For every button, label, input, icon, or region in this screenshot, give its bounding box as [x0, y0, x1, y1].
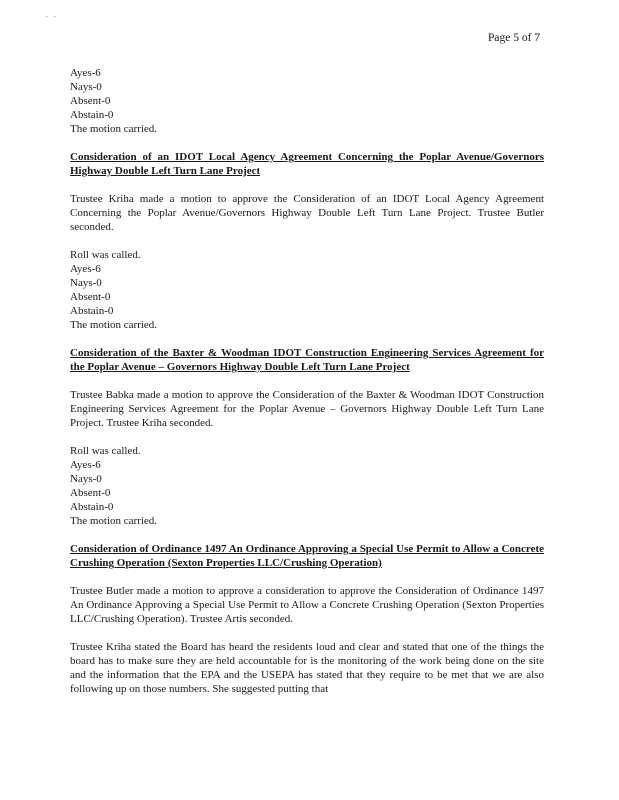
- roll-called: Roll was called.: [70, 445, 141, 457]
- scan-corner-mark: . .: [46, 10, 58, 19]
- roll-call: [70, 444, 544, 528]
- roll-call: [70, 248, 544, 332]
- roll-called: Roll was called.: [70, 249, 141, 261]
- vote-result: The motion carried.: [70, 319, 158, 331]
- motion-text: Trustee Butler made a motion to approve a consideration to approve the Consideration of Ordinance 1497 An Ordinance Approving a Special Use Permit to Allow a Concrete Crushing Operation (Sexton Properties LLC/Crushing Operation). Trustee Artis seconded.: [70, 585, 544, 625]
- motion-text: Trustee Babka made a motion to approve the Consideration of the Baxter & Woodman IDOT Construction Engineering Services Agreement for the Poplar Avenue – Governors Highway Double Left Turn Lane Project. Trustee Kriha seconded.: [70, 389, 544, 429]
- vote-absent: Absent-0: [70, 95, 111, 107]
- vote-ayes: Ayes-6: [70, 263, 101, 275]
- vote-absent: Absent-0: [70, 291, 111, 303]
- vote-absent: Absent-0: [70, 487, 111, 499]
- vote-nays: Nays-0: [70, 473, 102, 485]
- vote-nays: Nays-0: [70, 81, 102, 93]
- vote-abstain: Abstain-0: [70, 305, 114, 317]
- motion-text: Trustee Kriha made a motion to approve the Consideration of an IDOT Local Agency Agreement Concerning the Poplar Avenue/Governors Highway Double Left Turn Lane Project. Trustee Butler seconded.: [70, 193, 544, 233]
- minutes-body: [70, 66, 544, 696]
- vote-record-top: [70, 66, 544, 136]
- vote-abstain: Abstain-0: [70, 501, 114, 513]
- discussion-text: Trustee Kriha stated the Board has heard the residents loud and clear and stated that one of the things the board has to make sure they are held accountable for is the monitoring of the work being done on the site and the information that the EPA and the USEPA has stated that they require to be met that we are also following up on those numbers. She suggested putting that: [70, 641, 544, 695]
- vote-result: The motion carried.: [70, 515, 158, 527]
- vote-ayes: Ayes-6: [70, 67, 101, 79]
- section-heading-ordinance-1497: Consideration of Ordinance 1497 An Ordinance Approving a Special Use Permit to Allow a Concrete Crushing Operation (Sexton Properties LLC/Crushing Operation): [70, 543, 544, 569]
- vote-abstain: Abstain-0: [70, 109, 114, 121]
- section-heading-idot-agreement: Consideration of an IDOT Local Agency Agreement Concerning the Poplar Avenue/Governors Highway Double Left Turn Lane Project: [70, 151, 544, 177]
- section-heading-baxter-woodman: Consideration of the Baxter & Woodman IDOT Construction Engineering Services Agreement for the Poplar Avenue – Governors Highway Double Left Turn Lane Project: [70, 347, 544, 373]
- vote-nays: Nays-0: [70, 277, 102, 289]
- page-number: Page 5 of 7: [488, 32, 541, 44]
- vote-ayes: Ayes-6: [70, 459, 101, 471]
- vote-result: The motion carried.: [70, 123, 158, 135]
